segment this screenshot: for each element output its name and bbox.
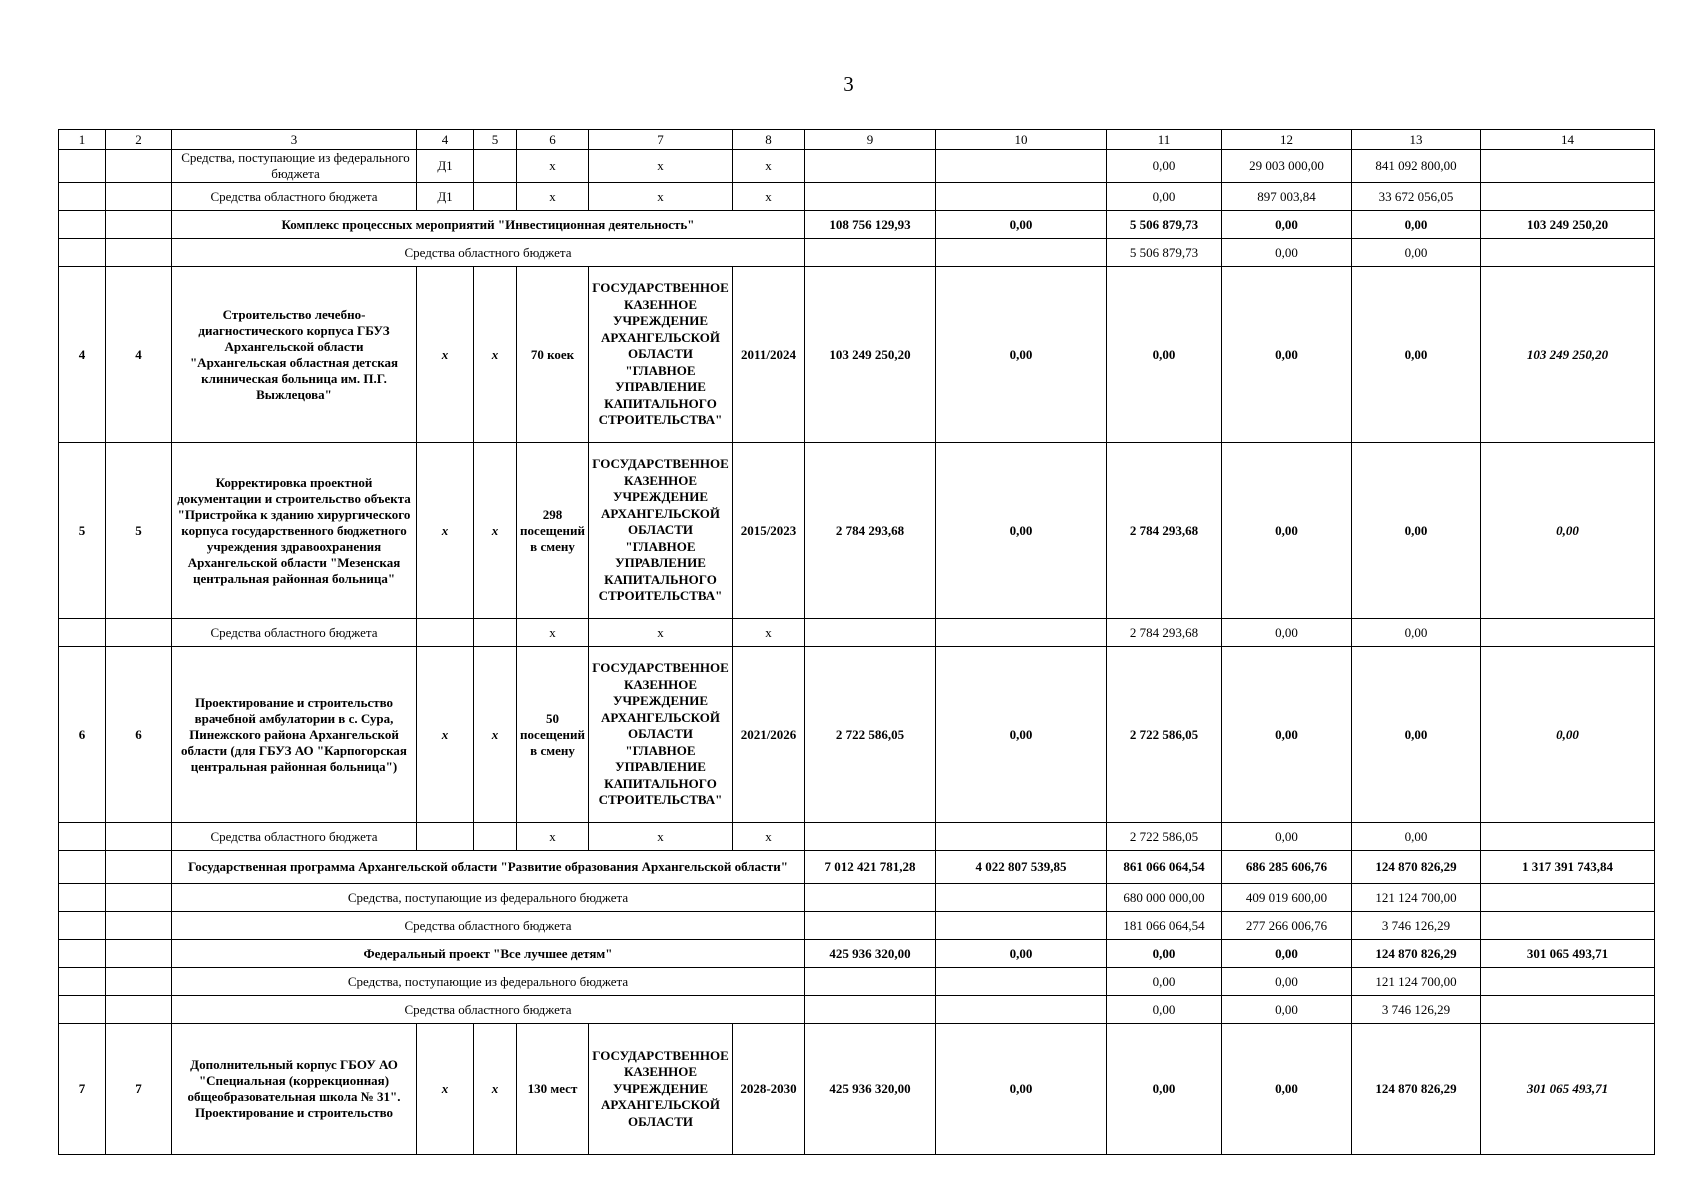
table-cell [1481, 996, 1655, 1024]
table-cell: 409 019 600,00 [1222, 884, 1352, 912]
table-cell: 124 870 826,29 [1352, 851, 1481, 884]
table-row [59, 996, 1655, 1024]
table-cell: 0,00 [1222, 211, 1352, 239]
table-cell [106, 968, 172, 996]
table-cell: 425 936 320,00 [805, 940, 936, 968]
table-cell: 298 посещений в смену [517, 443, 589, 619]
table-cell: 2021/2026 [733, 647, 805, 823]
table-cell [936, 239, 1107, 267]
row-name: Средства областного бюджета [172, 619, 417, 647]
table-cell [805, 239, 936, 267]
table-cell [474, 183, 517, 211]
table-cell [936, 912, 1107, 940]
table-cell: 33 672 056,05 [1352, 183, 1481, 211]
table-cell: 2 722 586,05 [1107, 823, 1222, 851]
table-cell: 103 249 250,20 [805, 267, 936, 443]
table-cell [936, 150, 1107, 183]
table-cell: 897 003,84 [1222, 183, 1352, 211]
header-cell: 10 [936, 130, 1107, 150]
header-cell: 14 [1481, 130, 1655, 150]
table-cell [59, 823, 106, 851]
header-cell: 11 [1107, 130, 1222, 150]
table-cell [106, 912, 172, 940]
table-cell: 0,00 [1107, 150, 1222, 183]
table-cell [1481, 968, 1655, 996]
table-cell: 181 066 064,54 [1107, 912, 1222, 940]
table-cell: 124 870 826,29 [1352, 940, 1481, 968]
table-row [59, 940, 1655, 968]
table-cell: 0,00 [1352, 211, 1481, 239]
group-title: Федеральный проект "Все лучшее детям" [172, 940, 805, 968]
table-cell: 301 065 493,71 [1481, 940, 1655, 968]
table-cell [1481, 239, 1655, 267]
table-cell [936, 619, 1107, 647]
table-cell [59, 150, 106, 183]
table-cell [59, 912, 106, 940]
table-cell [59, 239, 106, 267]
table-cell [106, 940, 172, 968]
header-cell: 7 [589, 130, 733, 150]
table-row [59, 823, 1655, 851]
table-cell: x [517, 823, 589, 851]
table-cell: 0,00 [1352, 823, 1481, 851]
table-cell: 0,00 [936, 267, 1107, 443]
table-cell: 0,00 [1222, 239, 1352, 267]
table-cell: 124 870 826,29 [1352, 1024, 1481, 1155]
table-row [59, 183, 1655, 211]
table-cell: x [733, 183, 805, 211]
table-cell: 3 746 126,29 [1352, 996, 1481, 1024]
table-cell [805, 912, 936, 940]
table-cell: 2015/2023 [733, 443, 805, 619]
table-cell: 0,00 [1352, 619, 1481, 647]
table-cell [474, 823, 517, 851]
table-cell [474, 150, 517, 183]
object-name: Проектирование и строительство врачебной амбулатории в с. Сура, Пинежского района Архангельской области (для ГБУЗ АО "Карпогорская центральная районная больница") [172, 647, 417, 823]
table-cell: x [417, 1024, 474, 1155]
row-name: Средства областного бюджета [172, 912, 805, 940]
table-cell [106, 851, 172, 884]
table-cell: 0,00 [1481, 647, 1655, 823]
table-cell [59, 211, 106, 239]
table-cell: 5 506 879,73 [1107, 239, 1222, 267]
table-cell: 0,00 [936, 211, 1107, 239]
header-cell: 5 [474, 130, 517, 150]
table-cell: 0,00 [1352, 239, 1481, 267]
table-cell [1481, 884, 1655, 912]
table-cell: 0,00 [1222, 647, 1352, 823]
table-cell: 0,00 [1222, 940, 1352, 968]
table-row [59, 211, 1655, 239]
table-cell: 0,00 [1107, 968, 1222, 996]
table-cell [59, 996, 106, 1024]
header-cell: 8 [733, 130, 805, 150]
table-cell [106, 183, 172, 211]
table-row [59, 851, 1655, 884]
table-cell: x [733, 619, 805, 647]
table-cell: x [417, 443, 474, 619]
table-row [59, 239, 1655, 267]
header-cell: 6 [517, 130, 589, 150]
table-cell: 0,00 [1352, 443, 1481, 619]
table-cell [1481, 619, 1655, 647]
organization-name: ГОСУДАРСТВЕННОЕ КАЗЕННОЕ УЧРЕЖДЕНИЕ АРХАНГЕЛЬСКОЙ ОБЛАСТИ "ГЛАВНОЕ УПРАВЛЕНИЕ КАПИТАЛЬНОГО СТРОИТЕЛЬСТВА" [589, 267, 733, 443]
table-cell: 0,00 [1222, 619, 1352, 647]
table-cell [106, 996, 172, 1024]
table-cell: 301 065 493,71 [1481, 1024, 1655, 1155]
table-cell: 0,00 [1222, 1024, 1352, 1155]
table-cell: x [474, 1024, 517, 1155]
table-cell: 0,00 [936, 1024, 1107, 1155]
table-cell: 841 092 800,00 [1352, 150, 1481, 183]
table-cell: 2 784 293,68 [1107, 443, 1222, 619]
table-cell [59, 183, 106, 211]
table-cell [936, 884, 1107, 912]
table-header-row [59, 130, 1655, 150]
table-cell [417, 619, 474, 647]
table-cell [474, 619, 517, 647]
table-cell: 2011/2024 [733, 267, 805, 443]
table-cell: x [517, 150, 589, 183]
table-cell: 0,00 [936, 647, 1107, 823]
table-cell [805, 183, 936, 211]
row-name: Средства, поступающие из федерального бюджета [172, 884, 805, 912]
table-cell: 2028-2030 [733, 1024, 805, 1155]
header-cell: 1 [59, 130, 106, 150]
header-cell: 9 [805, 130, 936, 150]
table-cell: 6 [106, 647, 172, 823]
header-cell: 2 [106, 130, 172, 150]
table-cell [805, 996, 936, 1024]
table-cell [1481, 150, 1655, 183]
table-cell: 0,00 [1222, 443, 1352, 619]
table-cell [1481, 912, 1655, 940]
table-cell: 7 012 421 781,28 [805, 851, 936, 884]
table-cell: 5 [106, 443, 172, 619]
table-cell: 50 посещений в смену [517, 647, 589, 823]
table-cell: x [589, 619, 733, 647]
table-cell [936, 996, 1107, 1024]
table-cell: 425 936 320,00 [805, 1024, 936, 1155]
table-cell: 277 266 006,76 [1222, 912, 1352, 940]
table-cell: 0,00 [936, 940, 1107, 968]
table-cell: 4 [106, 267, 172, 443]
table-cell [1481, 823, 1655, 851]
table-cell [805, 150, 936, 183]
table-cell [59, 940, 106, 968]
object-name: Корректировка проектной документации и строительство объекта "Пристройка к зданию хирургического корпуса государственного бюджетного учреждения здравоохранения Архангельской области "Мезенская центральная районная больница" [172, 443, 417, 619]
table-cell [106, 239, 172, 267]
table-cell [805, 884, 936, 912]
table-cell: 5 506 879,73 [1107, 211, 1222, 239]
table-cell [59, 851, 106, 884]
table-cell [936, 968, 1107, 996]
table-cell: x [589, 823, 733, 851]
table-cell: 686 285 606,76 [1222, 851, 1352, 884]
table-cell: 4 [59, 267, 106, 443]
table-cell: 0,00 [1222, 823, 1352, 851]
table-cell: 0,00 [1107, 183, 1222, 211]
header-cell: 4 [417, 130, 474, 150]
table-row [59, 443, 1655, 619]
table-cell: 680 000 000,00 [1107, 884, 1222, 912]
table-cell [106, 211, 172, 239]
table-cell [106, 884, 172, 912]
table-cell: 0,00 [1107, 267, 1222, 443]
budget-table [58, 129, 1655, 1155]
organization-name: ГОСУДАРСТВЕННОЕ КАЗЕННОЕ УЧРЕЖДЕНИЕ АРХАНГЕЛЬСКОЙ ОБЛАСТИ "ГЛАВНОЕ УПРАВЛЕНИЕ КАПИТАЛЬНОГО СТРОИТЕЛЬСТВА" [589, 443, 733, 619]
table-cell: x [417, 647, 474, 823]
table-cell [1481, 183, 1655, 211]
table-row [59, 267, 1655, 443]
table-cell [417, 823, 474, 851]
table-cell: 70 коек [517, 267, 589, 443]
table-cell: Д1 [417, 150, 474, 183]
table-cell: 1 317 391 743,84 [1481, 851, 1655, 884]
table-cell [936, 823, 1107, 851]
table-cell: x [517, 183, 589, 211]
object-name: Строительство лечебно-диагностического корпуса ГБУЗ Архангельской области "Архангельская областная детская клиническая больница им. П.Г. Выжлецова" [172, 267, 417, 443]
table-cell: 7 [59, 1024, 106, 1155]
table-cell: 7 [106, 1024, 172, 1155]
table-cell: 0,00 [936, 443, 1107, 619]
table-cell: 2 722 586,05 [1107, 647, 1222, 823]
row-name: Средства, поступающие из федерального бюджета [172, 968, 805, 996]
table-cell: 2 722 586,05 [805, 647, 936, 823]
table-row [59, 912, 1655, 940]
row-name: Средства областного бюджета [172, 183, 417, 211]
table-cell: 0,00 [1107, 940, 1222, 968]
table-cell: 4 022 807 539,85 [936, 851, 1107, 884]
group-title: Государственная программа Архангельской области "Развитие образования Архангельской области" [172, 851, 805, 884]
table-cell: 108 756 129,93 [805, 211, 936, 239]
row-name: Средства областного бюджета [172, 996, 805, 1024]
table-row [59, 1024, 1655, 1155]
table-cell [59, 968, 106, 996]
table-cell [805, 823, 936, 851]
organization-name: ГОСУДАРСТВЕННОЕ КАЗЕННОЕ УЧРЕЖДЕНИЕ АРХАНГЕЛЬСКОЙ ОБЛАСТИ "ГЛАВНОЕ УПРАВЛЕНИЕ КАПИТАЛЬНОГО СТРОИТЕЛЬСТВА" [589, 647, 733, 823]
table-cell: x [733, 823, 805, 851]
table-cell: 0,00 [1352, 647, 1481, 823]
table-row [59, 884, 1655, 912]
header-cell: 3 [172, 130, 417, 150]
table-cell: 0,00 [1481, 443, 1655, 619]
table-row [59, 647, 1655, 823]
table-cell: x [474, 443, 517, 619]
table-cell: 6 [59, 647, 106, 823]
table-cell [106, 619, 172, 647]
table-cell: 0,00 [1107, 1024, 1222, 1155]
table-cell [805, 619, 936, 647]
row-name: Средства областного бюджета [172, 239, 805, 267]
table-row [59, 619, 1655, 647]
group-title: Комплекс процессных мероприятий "Инвестиционная деятельность" [172, 211, 805, 239]
table-cell [59, 619, 106, 647]
table-cell: x [474, 647, 517, 823]
row-name: Средства областного бюджета [172, 823, 417, 851]
table-cell [936, 183, 1107, 211]
table-cell: 0,00 [1352, 267, 1481, 443]
table-cell: Д1 [417, 183, 474, 211]
table-cell [106, 150, 172, 183]
table-cell: 861 066 064,54 [1107, 851, 1222, 884]
table-cell: 2 784 293,68 [805, 443, 936, 619]
table-cell: x [733, 150, 805, 183]
table-cell: 130 мест [517, 1024, 589, 1155]
table-cell: x [517, 619, 589, 647]
table-cell: 3 746 126,29 [1352, 912, 1481, 940]
table-cell: 0,00 [1222, 996, 1352, 1024]
header-cell: 12 [1222, 130, 1352, 150]
table-row [59, 968, 1655, 996]
row-name: Средства, поступающие из федерального бюджета [172, 150, 417, 183]
table-cell: 103 249 250,20 [1481, 211, 1655, 239]
organization-name: ГОСУДАРСТВЕННОЕ КАЗЕННОЕ УЧРЕЖДЕНИЕ АРХАНГЕЛЬСКОЙ ОБЛАСТИ [589, 1024, 733, 1155]
table-cell: x [474, 267, 517, 443]
header-cell: 13 [1352, 130, 1481, 150]
table-cell: 121 124 700,00 [1352, 968, 1481, 996]
page-number: 3 [843, 72, 854, 96]
table-cell: x [417, 267, 474, 443]
table-cell: x [589, 183, 733, 211]
table-cell: x [589, 150, 733, 183]
object-name: Дополнительный корпус ГБОУ АО "Специальная (коррекционная) общеобразовательная школа № 31". Проектирование и строительство [172, 1024, 417, 1155]
table-cell [59, 884, 106, 912]
table-cell: 121 124 700,00 [1352, 884, 1481, 912]
table-cell [805, 968, 936, 996]
table-row [59, 150, 1655, 183]
table-cell [106, 823, 172, 851]
table-cell: 5 [59, 443, 106, 619]
table-cell: 0,00 [1222, 267, 1352, 443]
table-cell: 103 249 250,20 [1481, 267, 1655, 443]
table-cell: 0,00 [1107, 996, 1222, 1024]
table-cell: 29 003 000,00 [1222, 150, 1352, 183]
table-cell: 0,00 [1222, 968, 1352, 996]
table-cell: 2 784 293,68 [1107, 619, 1222, 647]
